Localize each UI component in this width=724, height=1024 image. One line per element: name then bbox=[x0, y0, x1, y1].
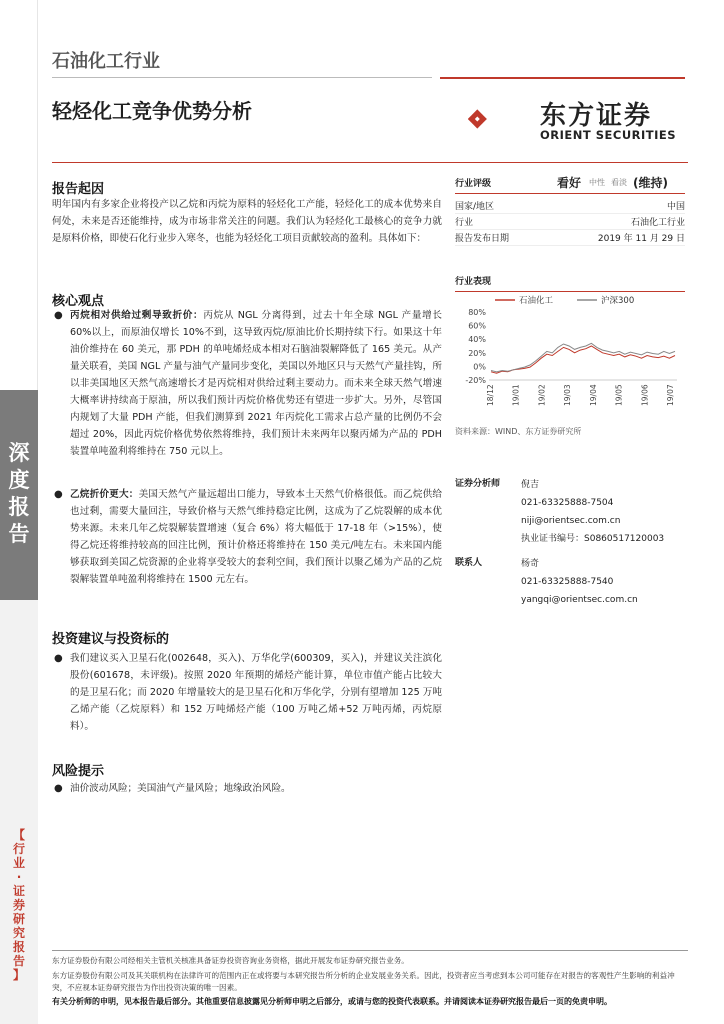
contact-name: 杨奇 bbox=[521, 559, 540, 569]
info-table bbox=[455, 198, 685, 246]
contact-info bbox=[521, 555, 691, 609]
analyst-info bbox=[521, 476, 691, 548]
info-label: 国家/地区 bbox=[455, 202, 495, 212]
legend-label: 沪深300 bbox=[601, 296, 635, 306]
bullet-dot-icon: ● bbox=[54, 653, 63, 664]
info-label: 行业 bbox=[455, 218, 474, 228]
logo-english-name: ORIENT SECURITIES bbox=[540, 128, 677, 142]
document-category: 石油化工行业 bbox=[52, 51, 160, 72]
legend-label: 石油化工 bbox=[519, 296, 554, 306]
advice-bullet bbox=[52, 650, 442, 735]
y-tick-label: 20% bbox=[468, 348, 486, 358]
x-tick-label: 19/04 bbox=[588, 384, 598, 406]
core-bullet-ethane bbox=[52, 486, 442, 588]
rating-label: 行业评级 bbox=[455, 179, 492, 189]
bullet-dot-icon: ● bbox=[54, 783, 63, 794]
analyst-name: 倪吉 bbox=[521, 480, 540, 490]
advice-text: 我们建议买入卫星石化(002648，买入)、万华化学(600309，买入)，并建议关注滨化股份(601678，未评级)。按照 2020 年预期的烯烃产能计算，单位市值产能占比较大的是卫星石化；而 2020 年增量较大的是卫星石化和万华化学，分别有望增加 125 万吨乙烯产能（乙烷原料）和 152 万吨烯烃产能（100 万吨乙烯+52 万吨丙烯，丙烷原料）。 bbox=[70, 653, 442, 732]
section-heading-advice: 投资建议与投资标的 bbox=[52, 632, 170, 647]
risk-bullet bbox=[52, 780, 442, 797]
section-heading-core: 核心观点 bbox=[52, 294, 105, 309]
vertical-report-type: 深 度 报 告 bbox=[8, 441, 30, 546]
analyst-license: 执业证书编号：S0860517120003 bbox=[521, 534, 665, 544]
rating-maintain: (维持) bbox=[633, 176, 669, 190]
industry-rating bbox=[455, 172, 685, 194]
bullet-body: 美国天然气产量远超出口能力，导致本土天然气价格很低。而乙烷供给也过剩，需要大量回注，导致价格与天然气维持稳定比例，这成为了乙烷裂解的成本优势来源。未来几年乙烷裂解装置增速（复合 6%）将大幅低于 17-18 年（>15%），使得乙烷还将维持较高的回注比例，预计价格还将维持在 150 美元/吨左右。未来国内能够获取到美国乙烷资源的企业将享受较大的套利空间，我们预计以聚乙烯为产品的乙烷裂解装置单吨盈利将维持在 1500 元左右。 bbox=[70, 489, 443, 585]
side-band-top bbox=[0, 0, 38, 390]
industry-performance-title: 行业表现 bbox=[455, 274, 685, 292]
rating-negative: 看淡 bbox=[611, 178, 628, 187]
contact-role: 联系人 bbox=[455, 558, 483, 568]
header-accent-divider bbox=[440, 77, 685, 79]
vertical-report-footer: 【 行 业 · 证 券 研 究 报 告 】 bbox=[12, 828, 25, 982]
series-line-沪深300 bbox=[491, 343, 675, 372]
contact-email[interactable]: yangqi@orientsec.com.cn bbox=[521, 595, 638, 605]
risk-text: 油价波动风险；美国油气产量风险；地缘政治风险。 bbox=[70, 783, 291, 794]
info-row bbox=[455, 230, 685, 246]
series-line-石油化工 bbox=[491, 346, 675, 373]
info-value: 2019 年 11 月 29 日 bbox=[597, 234, 685, 244]
performance-chart bbox=[455, 292, 685, 417]
analyst-email[interactable]: niji@orientsec.com.cn bbox=[521, 516, 621, 526]
main-divider bbox=[52, 162, 688, 163]
y-tick-label: -20% bbox=[465, 376, 486, 385]
bullet-lead: 乙烷折价更大： bbox=[70, 489, 139, 500]
x-tick-label: 19/03 bbox=[563, 384, 573, 406]
x-tick-label: 19/01 bbox=[511, 384, 521, 406]
info-row bbox=[455, 198, 685, 214]
logo-chinese-name: 东方证券 bbox=[540, 101, 653, 131]
origin-paragraph: 明年国内有多家企业将投产以乙烷和丙烷为原料的轻烃化工产能，轻烃化工的成本优势来自何处，未来是否还能维持，成为市场非常关注的问题。我们认为轻烃化工最核心的竞争力就是原料价格，即使石化行业步入寒冬，也能为轻烃化工项目贡献较高的盈利。具体如下： bbox=[52, 199, 442, 244]
section-heading-risk: 风险提示 bbox=[52, 764, 105, 779]
x-tick-label: 19/05 bbox=[614, 384, 624, 406]
bullet-dot-icon: ● bbox=[54, 489, 63, 500]
side-band bbox=[0, 0, 38, 1024]
analyst-role: 证券分析师 bbox=[455, 479, 501, 489]
section-heading-origin: 报告起因 bbox=[52, 182, 105, 197]
bullet-dot-icon: ● bbox=[54, 310, 63, 321]
footer-disclosure: 东方证券股份有限公司及其关联机构在法律许可的范围内正在或将要与本研究报告所分析的企业发展业务关系。因此，投资者应当考虑到本公司可能存在对报告的客观性产生影响的利益冲突，不应视本证券研究报告为作出投资决策的唯一因素。 bbox=[52, 971, 675, 992]
y-tick-label: 60% bbox=[468, 321, 486, 331]
company-logo-icon bbox=[468, 88, 532, 150]
x-tick-label: 19/02 bbox=[537, 384, 547, 406]
bullet-lead: 丙烷相对供给过剩导致折价： bbox=[70, 310, 204, 321]
rating-positive: 看好 bbox=[557, 176, 582, 190]
contact-phone: 021-63325888-7540 bbox=[521, 577, 614, 587]
y-tick-label: 40% bbox=[468, 335, 486, 345]
info-label: 报告发布日期 bbox=[455, 234, 510, 244]
analyst-phone: 021-63325888-7504 bbox=[521, 498, 614, 508]
info-value: 中国 bbox=[666, 202, 685, 212]
y-tick-label: 80% bbox=[468, 308, 486, 317]
x-tick-label: 19/06 bbox=[640, 384, 650, 406]
footer-divider bbox=[52, 950, 688, 951]
header-divider bbox=[52, 77, 432, 78]
x-tick-label: 19/07 bbox=[666, 384, 675, 406]
info-value: 石油化工行业 bbox=[630, 218, 685, 228]
footer-qualification: 东方证券股份有限公司经相关主管机关核准具备证券投资咨询业务资格，据此开展发布证券研究报告业务。 bbox=[52, 956, 409, 965]
footer-statement: 有关分析师的申明，见本报告最后部分。其他重要信息披露见分析师申明之后部分，或请与您的投资代表联系。并请阅读本证券研究报告最后一页的免责申明。 bbox=[52, 997, 612, 1006]
y-tick-label: 0% bbox=[473, 362, 486, 372]
x-tick-label: 18/12 bbox=[486, 384, 495, 406]
bullet-body: 丙烷从 NGL 分离得到，过去十年全球 NGL 产量增长 60%以上，而原油仅增长 10%不到，这导致丙烷/原油比价长期持续下行。如果这十年油价维持在 60 美元，那 PDH 的单吨烯烃成本相对石脑油裂解降低了 165 美元。从产量关联看，美国 NGL 产量与油气产量同步变化，美国以外地区只与天然气产量挂钩，所以非美国地区天然气高速增长才是丙烷相对供给过剩主要动力。而未来全球天然气增速大概率讲持续高于原油，所以我们预计丙烷价格优势还有望进一步扩大。另外，尽管国内规划了大量 PDH 产能，但我们测算到 2021 年丙烷化工需求占总产量的比例仍不会超过 20%，因此丙烷价格优势依然将维持，我们预计未来两年以聚丙烯为产品的 PDH 装置单吨盈利将维持在 750 元以上。 bbox=[70, 310, 443, 457]
chart-source: 资料来源：WIND、东方证券研究所 bbox=[455, 427, 582, 436]
info-row bbox=[455, 214, 685, 230]
document-title: 轻烃化工竞争优势分析 bbox=[52, 99, 252, 123]
rating-neutral: 中性 bbox=[589, 178, 606, 187]
core-bullet-propane bbox=[52, 307, 442, 460]
